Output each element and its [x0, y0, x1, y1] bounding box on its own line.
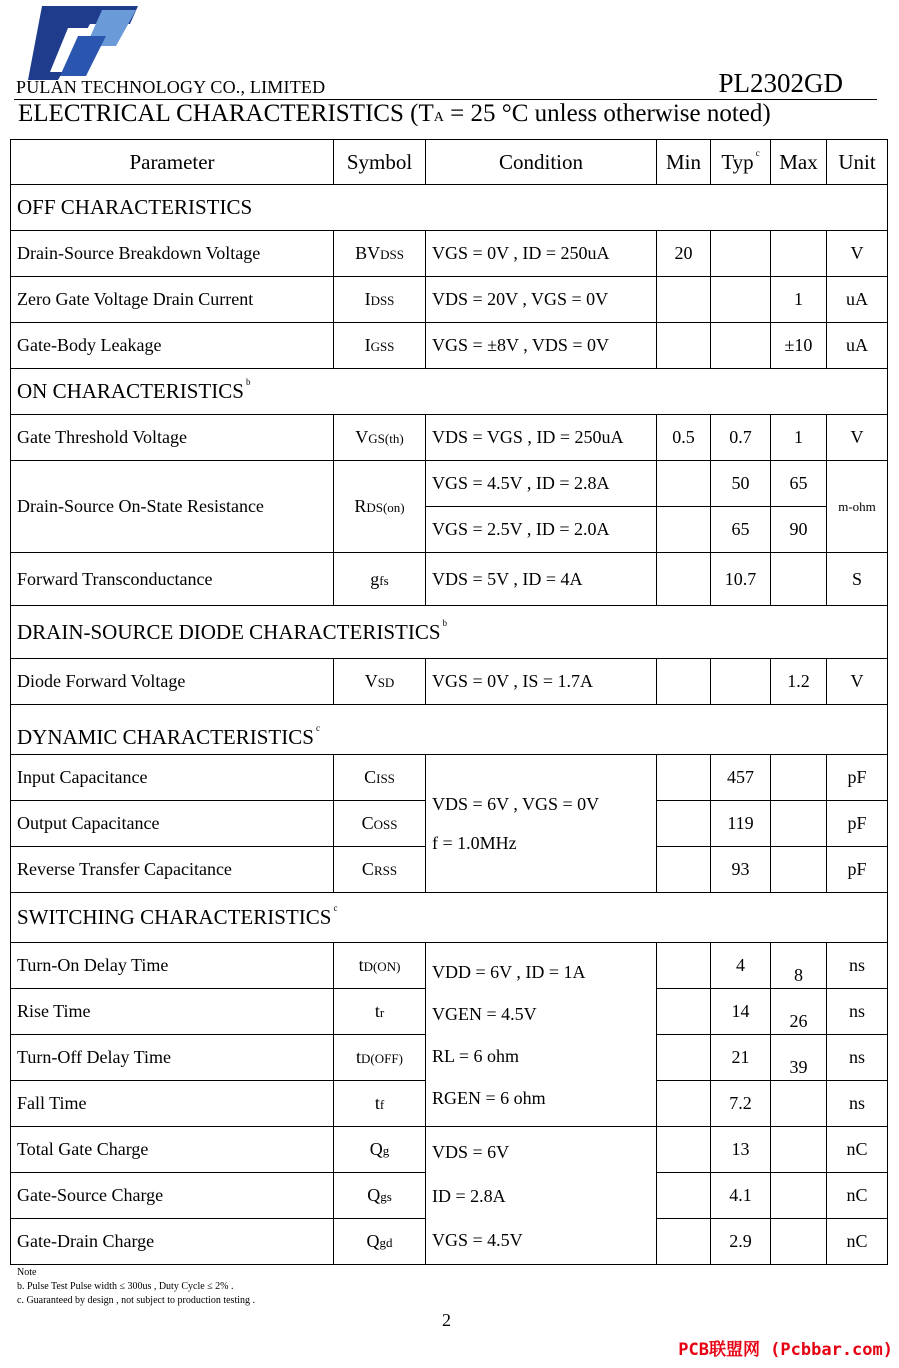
part-number: PL2302GD [718, 68, 843, 98]
table-row: Drain-Source On-State Resistance RDS(on) VGS = 4.5V , ID = 2.8A 50 65 m-ohm [11, 461, 888, 507]
col-max: Max [771, 140, 827, 185]
company-logo [20, 6, 140, 80]
table-row: Input Capacitance CISS VDS = 6V , VGS = 0V f = 1.0MHz 457 pF [11, 755, 888, 801]
category-dynamic: DYNAMIC CHARACTERISTICS $^c$ [11, 705, 888, 755]
category-diode: DRAIN-SOURCE DIODE CHARACTERISTICS $^b$ [11, 606, 888, 659]
watermark: PCB联盟网 (Pcbbar.com) [678, 1340, 893, 1360]
table-row: Forward Transconductance gfs VDS = 5V , ID = 4A 10.7 S [11, 553, 888, 606]
col-symbol: Symbol [334, 140, 426, 185]
table-row: Output Capacitance COSS 119 pF [11, 801, 888, 847]
table-row: Rise Time tr 14 26 ns [11, 989, 888, 1035]
col-typ: Typ $^c$ [711, 140, 771, 185]
table-row: Turn-On Delay Time tD(ON) VDD = 6V , ID = 1A VGEN = 4.5V RL = 6 ohm RGEN = 6 ohm 4 8 ns [11, 943, 888, 989]
table-row: Gate-Body Leakage IGSS VGS = ±8V , VDS = 0V ±10 uA [11, 323, 888, 369]
category-on: ON CHARACTERISTICS $^b$ [11, 369, 888, 415]
gate-charge-condition: VDS = 6V ID = 2.8A VGS = 4.5V [426, 1127, 657, 1265]
table-row: Turn-Off Delay Time tD(OFF) 21 39 ns [11, 1035, 888, 1081]
table-row: Diode Forward Voltage VSD VGS = 0V , IS = 1.7A 1.2 V [11, 659, 888, 705]
table-row: Zero Gate Voltage Drain Current IDSS VDS = 20V , VGS = 0V 1 uA [11, 277, 888, 323]
col-min: Min [657, 140, 711, 185]
table-row: Fall Time tf 7.2 ns [11, 1081, 888, 1127]
page-number: 2 [442, 1310, 451, 1330]
table-row: Gate-Source Charge Qgs 4.1 nC [11, 1173, 888, 1219]
col-condition: Condition [426, 140, 657, 185]
table-row: Total Gate Charge Qg VDS = 6V ID = 2.8A VGS = 4.5V 13 nC [11, 1127, 888, 1173]
company-name: PULAN TECHNOLOGY CO., LIMITED [16, 77, 326, 97]
table-row: Drain-Source Breakdown Voltage BVDSS VGS = 0V , ID = 250uA 20 V [11, 231, 888, 277]
col-unit: Unit [827, 140, 888, 185]
electrical-characteristics-table [10, 139, 888, 1265]
table-row: Gate Threshold Voltage VGS(th) VDS = VGS , ID = 250uA 0.5 0.7 1 V [11, 415, 888, 461]
table-row: Gate-Drain Charge Qgd 2.9 nC [11, 1219, 888, 1265]
table-row: Reverse Transfer Capacitance CRSS 93 pF [11, 847, 888, 893]
section-title: ELECTRICAL CHARACTERISTICS (TA = 25 °C unless otherwise noted) [18, 100, 771, 127]
col-parameter: Parameter [11, 140, 334, 185]
dynamic-condition: VDS = 6V , VGS = 0V f = 1.0MHz [426, 755, 657, 893]
category-off: OFF CHARACTERISTICS [11, 185, 888, 231]
category-switching: SWITCHING CHARACTERISTICS $^c$ [11, 893, 888, 943]
switching-condition: VDD = 6V , ID = 1A VGEN = 4.5V RL = 6 ohm RGEN = 6 ohm [426, 943, 657, 1127]
footnotes: Note b. Pulse Test Pulse width ≤ 300us , Duty Cycle ≤ 2% . c. Guaranteed by design , not subject to production testing . [17, 1267, 256, 1306]
table-row: VGS = 2.5V , ID = 2.0A 65 90 [11, 507, 888, 553]
